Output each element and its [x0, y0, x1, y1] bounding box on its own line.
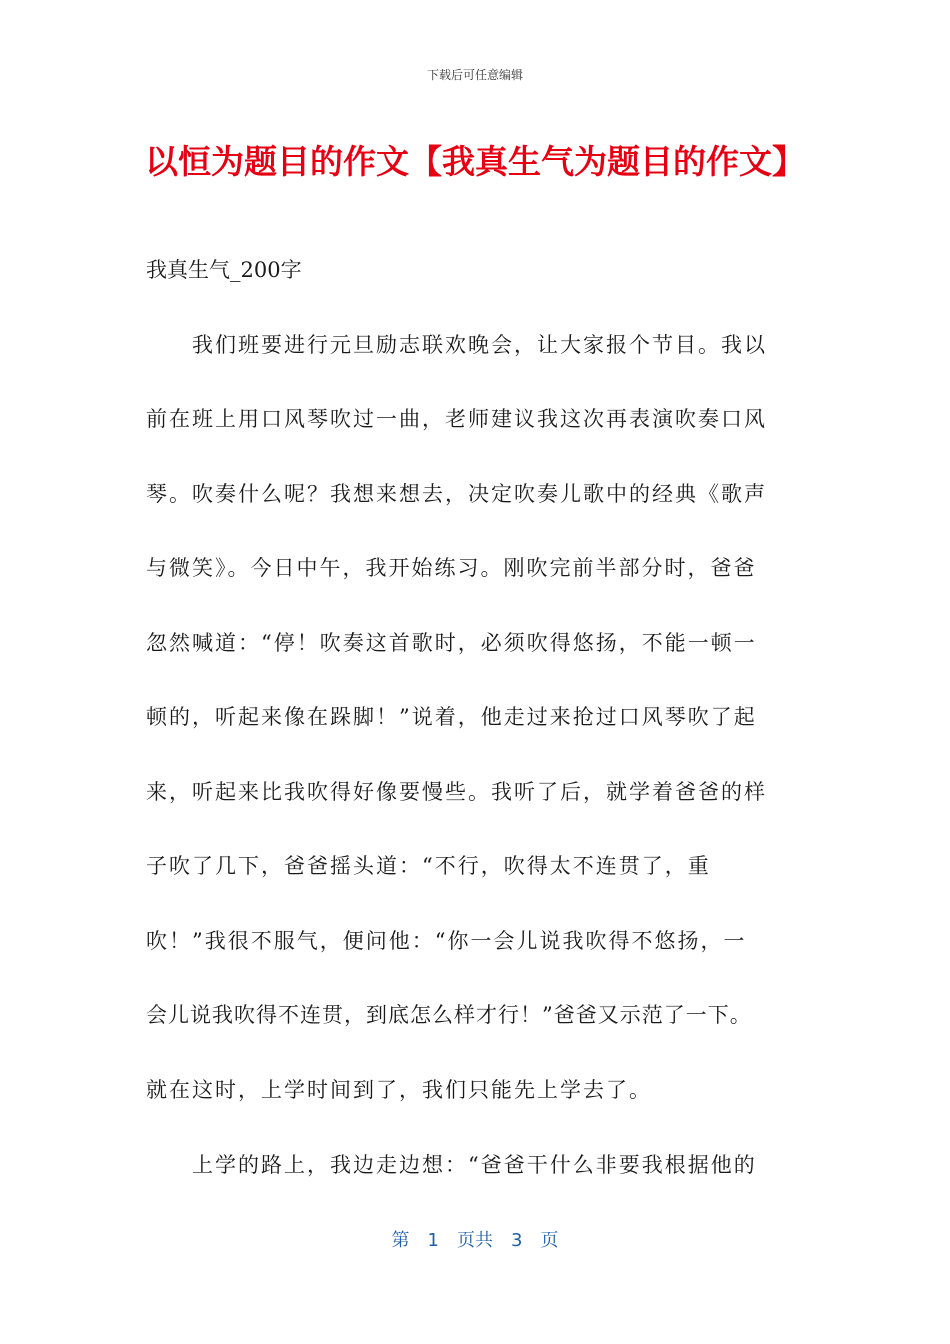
body-line: 会儿说我吹得不连贯，到底怎么样才行！”爸爸又示范了一下。 [146, 1003, 752, 1027]
body-line: 来，听起来比我吹得好像要慢些。我听了后，就学着爸爸的样 [146, 780, 767, 804]
body-line: 顿的，听起来像在跺脚！”说着，他走过来抢过口风琴吹了起 [146, 705, 757, 729]
body-line: 忽然喊道：“停！吹奏这首歌时，必须吹得悠扬，不能一顿一 [146, 631, 757, 655]
document-title: 以恒为题目的作文【我真生气为题目的作文】 [145, 142, 805, 181]
document-subtitle: 我真生气_200字 [146, 258, 302, 282]
body-line: 子吹了几下，爸爸摇头道：“不行，吹得太不连贯了，重 [146, 854, 711, 878]
body-line: 与微笑》。今日中午，我开始练习。刚吹完前半部分时，爸爸 [146, 556, 757, 580]
body-line: 就在这时，上学时间到了，我们只能先上学去了。 [146, 1078, 652, 1102]
body-line: 琴。吹奏什么呢？我想来想去，决定吹奏儿歌中的经典《歌声 [146, 482, 767, 506]
body-line: 我们班要进行元旦励志联欢晚会，让大家报个节目。我以 [146, 333, 767, 357]
body-line: 吹！”我很不服气，便问他：“你一会儿说我吹得不悠扬，一 [146, 929, 747, 953]
page-number: 第 1 页共 3 页 [391, 1230, 559, 1251]
page-header-note: 下载后可任意编辑 [426, 68, 523, 82]
body-line: 上学的路上，我边走边想：“爸爸干什么非要我根据他的 [146, 1153, 757, 1177]
body-line: 前在班上用口风琴吹过一曲，老师建议我这次再表演吹奏口风 [146, 407, 767, 431]
